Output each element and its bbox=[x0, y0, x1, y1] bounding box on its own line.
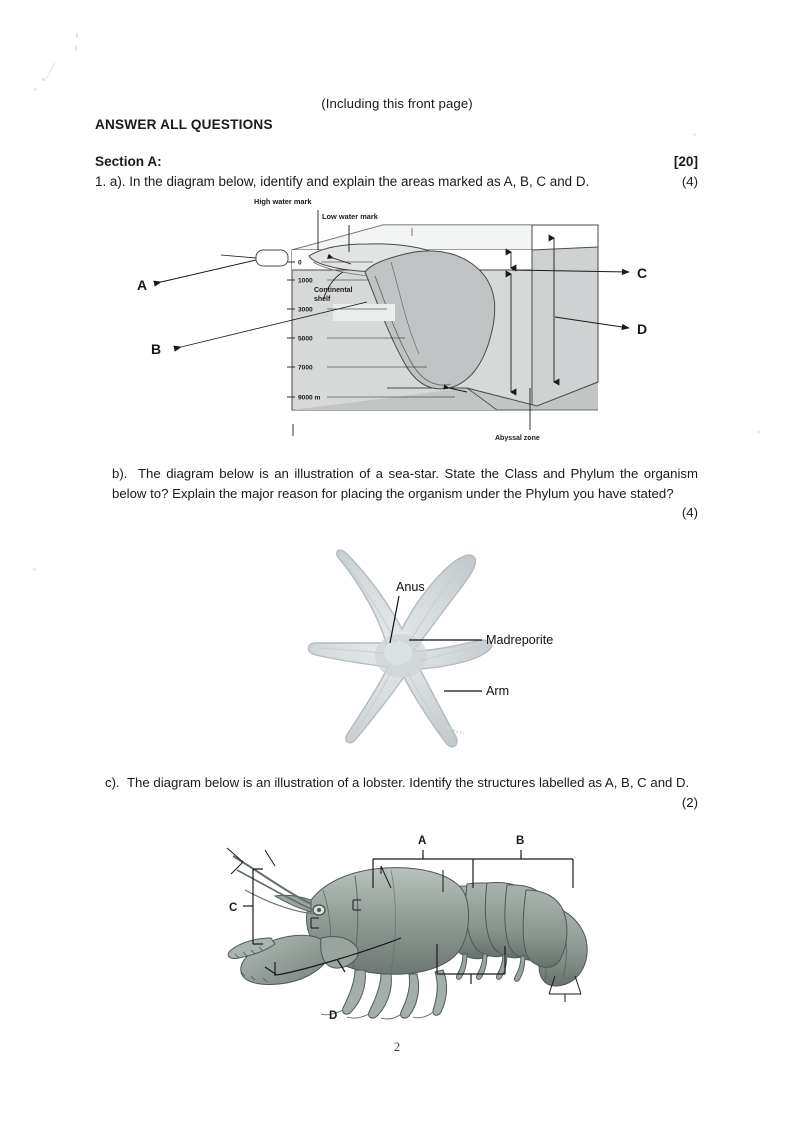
question-1c-block bbox=[105, 773, 698, 812]
scan-artifact-speckle bbox=[76, 33, 78, 38]
ocean-callout-a: A bbox=[137, 277, 148, 293]
scan-artifact-speckle bbox=[34, 88, 36, 91]
ocean-callout-c: C bbox=[637, 265, 648, 281]
label-continental-shelf-line2: shelf bbox=[314, 296, 331, 303]
question-1b-label: b). bbox=[112, 466, 128, 481]
question-1b-block bbox=[112, 464, 698, 523]
scan-artifact-speckle bbox=[33, 568, 36, 571]
question-1a-text: 1. a). In the diagram below, identify and explain the areas marked as A, B, C and D. bbox=[95, 174, 590, 189]
ocean-callout-d: D bbox=[637, 321, 648, 337]
scan-artifact-speckle bbox=[757, 430, 760, 434]
question-1b-text: The diagram below is an illustration of a sea-star. State the Class and Phylum the organism below to? Explain the major reason for placing the organism under the Phylum you have stated? (4) bbox=[112, 464, 698, 503]
question-1c-text: The diagram below is an illustration of a lobster. Identify the structures labelled as A, B, C and D. (2) bbox=[105, 773, 698, 793]
sea-star-label-arm: Arm bbox=[486, 684, 510, 698]
scan-artifact-stroke bbox=[46, 63, 55, 79]
lobster-body bbox=[228, 856, 587, 1019]
question-1b-marks: (4) bbox=[681, 505, 698, 520]
page-number: 2 bbox=[393, 1040, 401, 1054]
depth-tick-9000: 9000 m bbox=[298, 394, 321, 402]
section-marks: [20] bbox=[673, 154, 698, 169]
question-1a-marks: (4) bbox=[681, 174, 698, 189]
depth-tick-0: 0 bbox=[298, 259, 302, 267]
ocean-depth-profile-figure bbox=[137, 192, 667, 452]
lobster-callout-c: C bbox=[229, 902, 238, 914]
sea-star-label-madreporite: Madreporite bbox=[486, 633, 554, 647]
scan-artifact-speckle bbox=[75, 46, 77, 51]
depth-tick-5000: 5000 bbox=[298, 335, 313, 343]
question-1c-label: c). bbox=[105, 775, 120, 790]
depth-tick-3000: 3000 bbox=[298, 306, 313, 314]
answer-all-questions-heading: ANSWER ALL QUESTIONS bbox=[95, 117, 273, 132]
label-low-water-mark: Low water mark bbox=[322, 212, 378, 221]
scan-artifact-speckle bbox=[42, 78, 45, 81]
ocean-callout-b: B bbox=[151, 341, 162, 357]
lobster-callout-a: A bbox=[418, 835, 427, 847]
depth-tick-7000: 7000 bbox=[298, 364, 313, 372]
lobster-figure bbox=[215, 826, 620, 1026]
sea-star-figure bbox=[268, 543, 598, 771]
depth-tick-1000: 1000 bbox=[298, 277, 313, 285]
label-high-water-mark: High water mark bbox=[254, 197, 312, 206]
sea-star-label-anus: Anus bbox=[396, 580, 425, 594]
lobster-callout-d: D bbox=[329, 1010, 338, 1022]
section-heading-row bbox=[95, 154, 698, 169]
section-title: Section A: bbox=[95, 154, 162, 169]
front-page-note: (Including this front page) bbox=[321, 96, 473, 111]
question-1c-marks: (2) bbox=[681, 794, 698, 810]
label-continental-shelf-line1: Continental bbox=[314, 287, 353, 294]
label-abyssal-zone: Abyssal zone bbox=[495, 435, 540, 442]
question-1a-row bbox=[95, 174, 698, 189]
lobster-callout-b: B bbox=[516, 835, 525, 847]
scan-artifact-speckle bbox=[693, 133, 696, 136]
